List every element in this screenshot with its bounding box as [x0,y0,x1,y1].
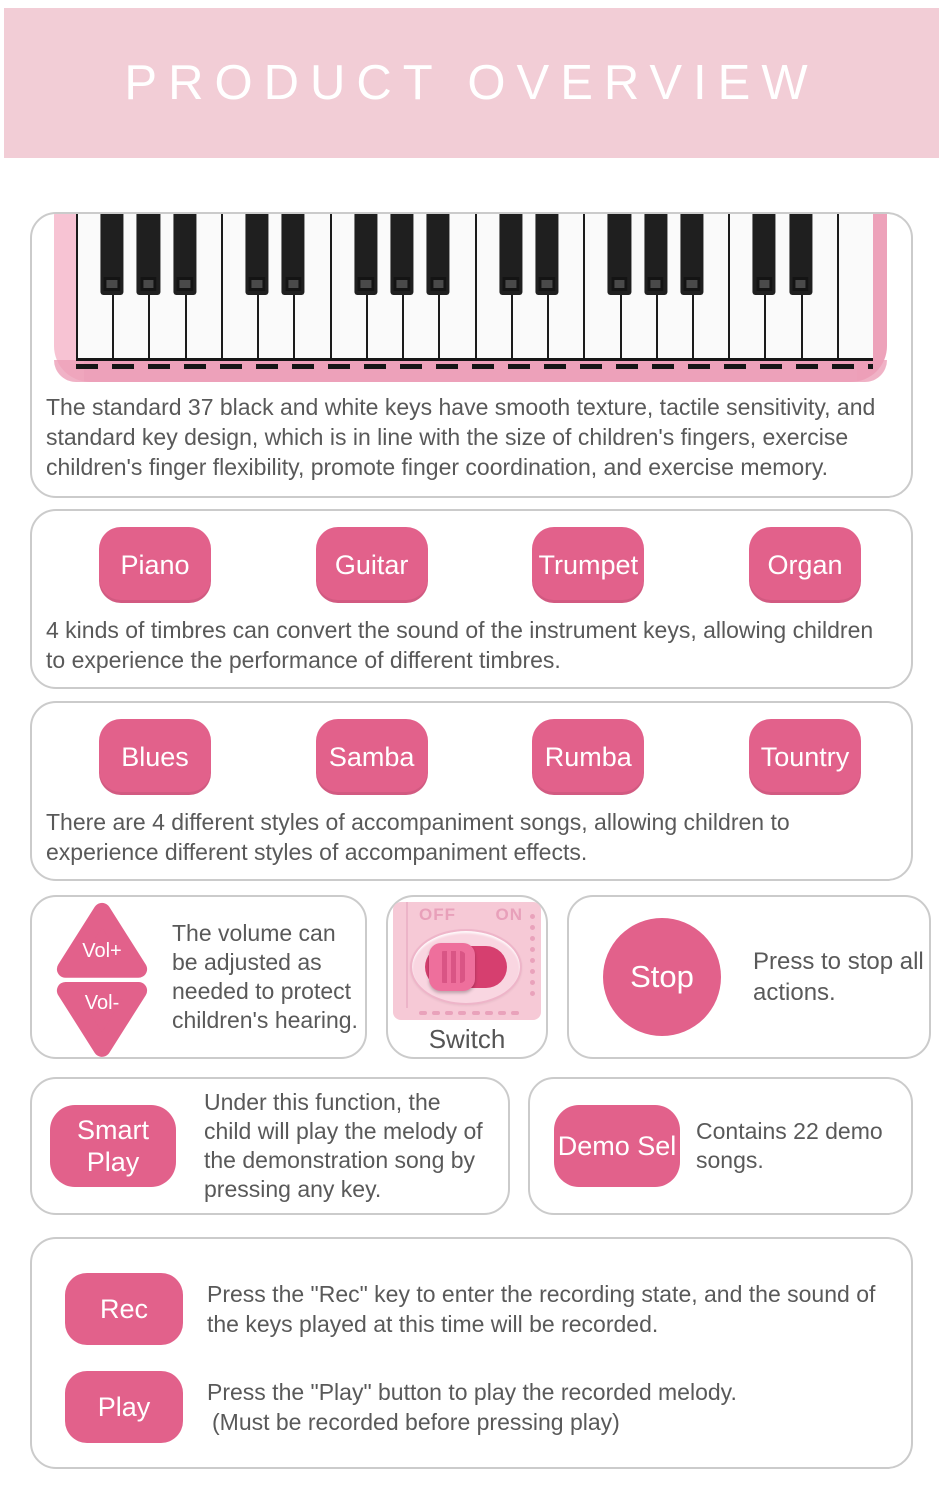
content [0,212,943,1469]
volume-description: The volume can be adjusted as needed to protect children's hearing. [172,920,358,1033]
black-key [499,214,522,295]
rec-description: Press the "Rec" key to enter the recording state, and the sound of the keys played at this time will be recorded. [207,1281,876,1337]
volume-card [30,895,367,1059]
keyboard-base-dashes [76,364,873,369]
black-key [644,214,667,295]
guitar-button: Guitar [316,527,428,603]
keyboard-image [32,214,911,382]
organ-button: Organ [749,527,861,603]
demo-description: Contains 22 demo songs. [696,1118,883,1173]
switch-dashes [419,1011,519,1015]
switch-dots [530,914,536,996]
volume-buttons [54,900,150,1055]
stop-card [567,895,931,1059]
play-description [207,1377,891,1437]
rumba-button: Rumba [532,719,644,795]
switch-photo [393,902,541,1020]
play-description-note: (Must be recorded before pressing play) [212,1409,620,1435]
white-key [837,214,873,358]
piano-button: Piano [99,527,211,603]
vol-down-button [54,981,150,1055]
keyboard-keys [76,214,873,361]
rec-button: Rec [65,1273,183,1345]
style-card [30,701,913,881]
page-title: PRODUCT OVERVIEW [124,56,819,110]
switch-on-label: ON [495,905,523,924]
vol-down-label: Vol- [84,991,120,1014]
black-key [789,214,812,295]
black-key [753,214,776,295]
black-key [535,214,558,295]
tountry-button: Tountry [749,719,861,795]
black-key [137,214,160,295]
black-key [427,214,450,295]
switch-off-label: OFF [419,905,456,924]
record-card [30,1237,913,1469]
timbre-card [30,509,913,689]
black-key [282,214,305,295]
smart-play-button: Smart Play [50,1105,176,1187]
black-key [354,214,377,295]
smart-play-description: Under this function, the child will play the melody of the demonstration song by pressing any key. [204,1089,483,1202]
demo-card [528,1077,913,1215]
product-overview-page [0,8,943,1500]
black-key [390,214,413,295]
header-banner [4,8,939,158]
timbre-description: 4 kinds of timbres can convert the sound of the instrument keys, allowing children to experience the performance of different timbres. [46,617,874,673]
demo-sel-button: Demo Sel [554,1105,680,1187]
stop-button: Stop [603,918,721,1036]
black-key [608,214,631,295]
rec-row [65,1273,891,1345]
timbre-button-row [46,527,897,603]
black-key [173,214,196,295]
style-description: There are 4 different styles of accompaniment songs, allowing children to experience different styles of accompaniment effects. [46,809,790,865]
switch-card [386,895,548,1059]
switch-caption: Switch [428,1024,506,1054]
style-button-row [46,719,897,795]
play-row [65,1371,891,1443]
keyboard-card [30,212,913,498]
stop-description: Press to stop all actions. [753,948,924,1006]
smartplay-demo-row [30,1077,913,1215]
switch-recess [410,929,522,1005]
switch-knob [429,943,475,991]
switch-panel-ridge [406,902,408,1008]
vol-up-button [54,900,150,974]
smart-play-card [30,1077,510,1215]
play-button: Play [65,1371,183,1443]
black-key [246,214,269,295]
samba-button: Samba [316,719,428,795]
black-key [680,214,703,295]
vol-up-label: Vol+ [82,939,122,962]
volume-switch-stop-row [30,895,924,1059]
switch-track [425,946,507,988]
black-key [101,214,124,295]
play-description-line1: Press the "Play" button to play the recorded melody. [207,1379,737,1405]
keyboard-description: The standard 37 black and white keys have smooth texture, tactile sensitivity, and standard key design, which is in line with the size of children's fingers, exercise children's finger flexibility, promote finger coordination, and exercise memory. [46,394,876,480]
switch-labels [419,905,523,925]
trumpet-button: Trumpet [532,527,644,603]
blues-button: Blues [99,719,211,795]
